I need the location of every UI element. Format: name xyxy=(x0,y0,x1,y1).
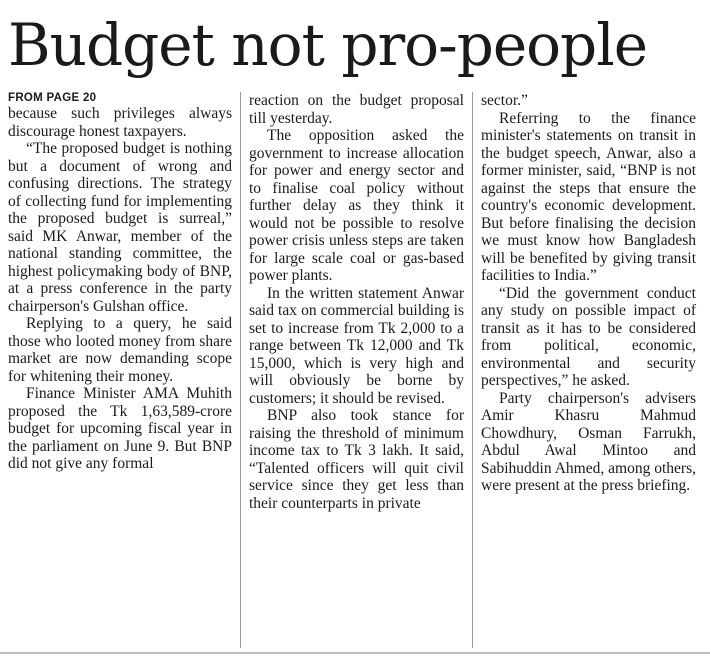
article-paragraph: The opposition asked the government to increase allocation for power and energy sector and to finalise coal policy without further delay as they think it would not be possible to resolve power crisis unless steps are taken for large scale coal or gas-based power plants. xyxy=(249,127,464,284)
continued-from-label: FROM PAGE 20 xyxy=(8,92,97,104)
article-paragraph: sector.” xyxy=(481,92,528,109)
headline: Budget not pro-people xyxy=(8,11,648,79)
article-column-1 xyxy=(8,92,240,648)
bottom-rule xyxy=(0,652,710,654)
article-paragraph: Replying to a query, he said those who looted money from share market are now demanding scope for whitening their money. xyxy=(8,315,232,385)
article-paragraph: because such privileges always discourage honest taxpayers. xyxy=(8,105,232,140)
article-column-3 xyxy=(472,92,704,648)
article-paragraph: reaction on the budget proposal till yesterday. xyxy=(249,92,464,127)
article-body xyxy=(8,92,704,648)
article-paragraph: BNP also took stance for raising the threshold of minimum income tax to Tk 3 lakh. It said, “Talented officers will quit civil service since they get less than their counterparts in private xyxy=(249,407,464,512)
article-paragraph: “Did the government conduct any study on possible impact of transit as it has to be considered from political, economic, environmental and security perspectives,” he asked. xyxy=(481,284,696,389)
article-paragraph: “The proposed budget is nothing but a document of wrong and confusing directions. The strategy of collecting fund for implementing the proposed budget is surreal,” said MK Anwar, member of the national standing committee, the highest policymaking body of BNP, at a press conference in the party chairperson's Gulshan office. xyxy=(8,140,232,315)
article-paragraph: Finance Minister AMA Muhith proposed the Tk 1,63,589-crore budget for upcoming fiscal year in the parliament on June 9. But BNP did not give any formal xyxy=(8,385,232,472)
article-paragraph: In the written statement Anwar said tax on commercial building is set to increase from Tk 2,000 to a range between Tk 12,000 and Tk 15,000, which is very high and will obviously be borne by customers; it should be revised. xyxy=(249,284,464,407)
article-paragraph: Referring to the finance minister's statements on transit in the budget speech, Anwar, also a former minister, said, “BNP is not against the steps that ensure the country's economic development. But before finalising the decision we must know how Bangladesh will be benefited by giving transit facilities to India.” xyxy=(481,109,696,284)
article-paragraph: Party chairperson's advisers Amir Khasru Mahmud Chowdhury, Osman Farrukh, Abdul Awal Mintoo and Sabihuddin Ahmed, among others, were present at the press briefing. xyxy=(481,389,696,494)
article-column-2 xyxy=(240,92,472,648)
